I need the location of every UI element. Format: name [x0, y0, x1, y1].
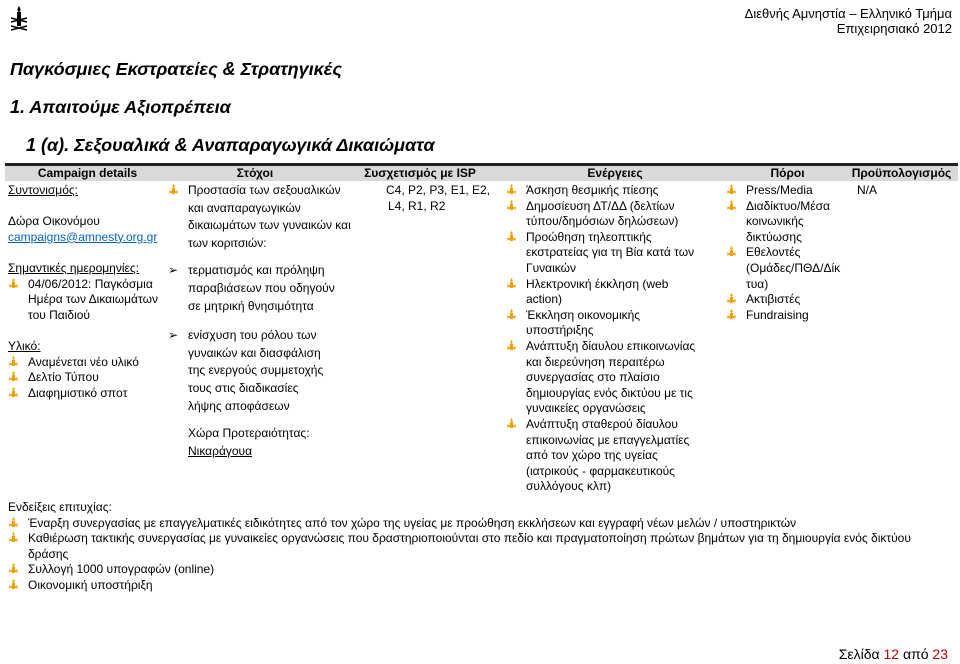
candle-bullet-icon [506, 309, 517, 321]
arrow-bullet-icon: ➢ [168, 328, 179, 343]
priority-country: Νικαράγουα [188, 443, 253, 458]
candle-bullet-icon [506, 278, 517, 290]
action-item: Ανάπτυξη δίαυλου επικοινωνίας [506, 339, 726, 355]
coordinator-email-link[interactable]: campaigns@amnesty.org.gr [8, 229, 158, 244]
candle-bullet-icon [8, 371, 19, 383]
page-number: 12 [883, 646, 900, 662]
candle-bullet-icon [506, 184, 517, 196]
page-total: 23 [932, 646, 948, 662]
candle-bullet-icon [506, 200, 517, 212]
action-item: Δημοσίευση ΔΤ/ΔΔ (δελτίων [506, 199, 726, 215]
candle-bullet-icon [8, 579, 19, 591]
success-list: Έναρξη συνεργασίας με επαγγελματικές ειδικότητες από τον χώρο της υγείας με προώθηση εκκλήσεων και εγγραφή νέων μελών / υποστηρικτών Καθιέρωση τακτικής συνεργασίας με γυναικείες οργανώσεις που δραστηριοποιούνται στο πεδίο και πραγματοποίηση πρώτων βημάτων για τη δημιουργία ενός δικτύου δράσης Συλλογή 1000 υπογραφών (online) Οικονομική υποστήριξη [8, 516, 953, 594]
arrow-bullet-icon: ➢ [168, 263, 179, 278]
resources-column: Press/Media Διαδίκτυο/Μέσα κοινωνικής δικτύωσης Εθελοντές (Ομάδες/ΠΘΔ/Δίκ τυα) Ακτιβιστές Fundraising [726, 183, 846, 323]
header-budget: Προϋπολογισμός [851, 166, 952, 180]
goals-column: Προστασία των σεξουαλικών και αναπαραγωγικών δικαιωμάτων των γυναικών και των κοριτσιών: ➢ τερματισμός και πρόληψη παραβιάσεων που οδηγούν σε μητρική θνησιμότητα ➢ ενίσχυση του ρόλου των γυναικών και διασφάλιση της ενεργούς συμμετοχής τους στις διαδικασίες λήψης αποφάσεων Χώρα Προτεραιότητας: Νικαράγουα [168, 183, 351, 458]
header-resources: Πόροι [770, 166, 805, 180]
header-goals: Στόχοι [236, 166, 274, 180]
success-indicators [8, 500, 953, 594]
success-item: Καθιέρωση τακτικής συνεργασίας με γυναικείες οργανώσεις που δραστηριοποιούνται στο πεδίο και πραγματοποίηση πρώτων βημάτων για τη δημιουργία ενός δικτύου [8, 531, 953, 547]
resource-item: Fundraising [726, 308, 846, 324]
header-actions: Ενέργειες [587, 166, 643, 180]
coordination-label: Συντονισμός: [8, 183, 79, 197]
resource-item: Εθελοντές [726, 245, 846, 261]
material-item: Δελτίο Τύπου [8, 370, 166, 386]
candle-bullet-icon [8, 517, 19, 529]
action-item: Ηλεκτρονική έκκληση (web [506, 277, 726, 293]
material-item: Αναμένεται νέο υλικό [8, 355, 166, 371]
goal-item: ➢ τερματισμός και πρόληψη [168, 263, 325, 278]
amnesty-logo [8, 4, 30, 34]
dates-label: Σημαντικές ημερομηνίες: [8, 260, 139, 275]
subsection-title: 1 (α). Σεξουαλικά & Αναπαραγωγικά Δικαιώματα [26, 135, 435, 155]
priority-country-label: Χώρα Προτεραιότητας: [188, 426, 310, 441]
coordinator-name: Δώρα Οικονόμου [8, 214, 100, 229]
goal-item: ➢ ενίσχυση του ρόλου των [168, 328, 317, 343]
candle-bullet-icon [726, 309, 737, 321]
goal-intro: Προστασία των σεξουαλικών [168, 183, 346, 199]
plan-name: Επιχειρησιακό 2012 [836, 21, 952, 36]
org-name: Διεθνής Αμνηστία – Ελληνικό Τμήμα [744, 6, 952, 21]
candle-bullet-icon [726, 246, 737, 258]
document-header [745, 6, 952, 36]
material-item: Διαφημιστικό σπoτ [8, 386, 166, 402]
action-item: Ανάπτυξη σταθερού δίαυλου [506, 417, 726, 433]
candle-bullet-icon [8, 563, 19, 575]
section-title: 1. Απαιτούμε Αξιοπρέπεια [10, 97, 231, 117]
page-title: Παγκόσμιες Εκστρατείες & Στρατηγικές [10, 59, 342, 79]
isp-column: C4, P2, P3, E1, E2, L4, R1, R2 [386, 183, 496, 214]
resource-item: Ακτιβιστές [726, 292, 846, 308]
candle-bullet-icon [8, 356, 19, 368]
action-item: Άσκηση θεσμικής πίεσης [506, 183, 726, 199]
candle-bullet-icon [506, 418, 517, 430]
date-item: 04/06/2012: Παγκόσμια [8, 277, 166, 293]
success-item: Έναρξη συνεργασίας με επαγγελματικές ειδικότητες από τον χώρο της υγείας με προώθηση εκκλήσεων και εγγραφή νέων μελών / υποστηρικτών [8, 516, 953, 532]
success-item: Συλλογή 1000 υπογραφών (online) [8, 562, 953, 578]
actions-column: Άσκηση θεσμικής πίεσης Δημοσίευση ΔΤ/ΔΔ (δελτίων τύπου/δημόσιων δηλώσεων) Προώθηση τηλεοπτικής εκστρατείας για τη Βία κατά των Γυναικών Ηλεκτρονική έκκληση (web action) Έκκληση οικονομικής υποστήριξης Ανάπτυξη δίαυλου επικοινωνίας και διερεύνηση περαιτέρω συνεργασίας στο πλαίσιο δημιουργίας ενός δικτύου με τις γυναικείες οργανώσεις Ανάπτυξη σταθερού δίαυλου επικοινωνίας με επαγγελματίες από τον χώρο της υγείας (ιατρικούς - φαρμακευτικούς συλλόγους κλπ) [506, 183, 726, 495]
candle-bullet-icon [726, 200, 737, 212]
resource-item: Διαδίκτυο/Μέσα [726, 199, 846, 215]
candle-bullet-icon [168, 184, 179, 196]
isp-codes: C4, P2, P3, E1, E2, [386, 183, 491, 197]
success-item: Οικονομική υποστήριξη [8, 578, 953, 594]
success-label: Ενδείξεις επιτυχίας: [8, 500, 112, 514]
action-item: Προώθηση τηλεοπτικής [506, 230, 726, 246]
table-header-row [5, 166, 958, 181]
candle-bullet-icon [8, 532, 19, 544]
resource-item: Press/Media [726, 183, 846, 199]
candle-bullet-icon [726, 184, 737, 196]
candle-bullet-icon [506, 231, 517, 243]
candle-bullet-icon [8, 387, 19, 399]
campaign-details-column: Συντονισμός: Δώρα Οικονόμου campaigns@amnesty.org.gr Σημαντικές ημερομηνίες: 04/06/2012: Παγκόσμια Ημέρα των Δικαιωμάτων του Παιδιού Υλικό: Αναμένεται νέο υλικό Δελτίο Τύπου Διαφημιστικό σπoτ [8, 183, 166, 401]
header-isp: Συσχετισμός με ISP [364, 166, 476, 180]
header-campaign-details: Campaign details [37, 166, 138, 180]
material-label: Υλικό: [8, 338, 41, 353]
candle-bullet-icon [506, 340, 517, 352]
page-footer: Σελίδα 12 από 23 [838, 646, 948, 662]
budget-value: N/A [857, 183, 878, 197]
candle-bullet-icon [8, 278, 19, 290]
action-item: Έκκληση οικονομικής [506, 308, 726, 324]
candle-bullet-icon [726, 293, 737, 305]
